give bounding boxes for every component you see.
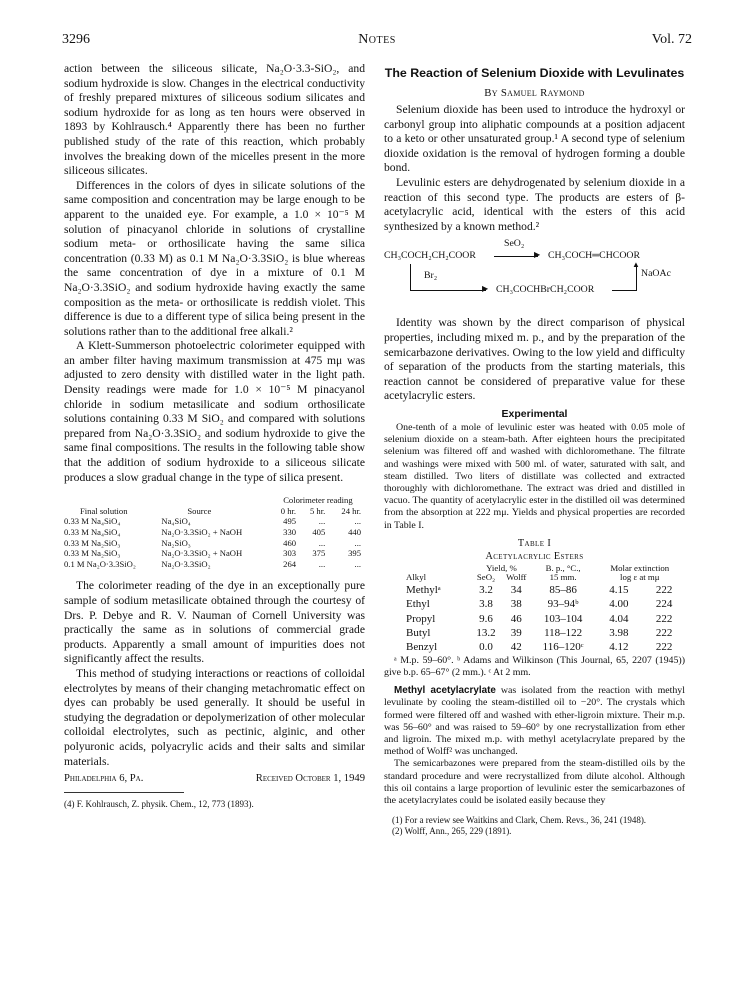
cell: 46 xyxy=(510,612,522,625)
cell: 0.33 M Na₂SiO₃ xyxy=(64,548,121,559)
col-header: 15 mm. xyxy=(549,572,577,583)
table-row xyxy=(64,559,365,570)
reaction-arrow xyxy=(636,266,637,291)
cell: 103–104 xyxy=(543,612,583,625)
paragraph: Differences in the colors of dyes in silicate solutions of the same composition and concentration may be large enough to be apparent to the unaided eye. For example, a 1.0 × 10⁻⁵ M solution of pinacyanol chloride in solutions of crystalline sodium meta- or orthosilicate having the same silica concentration (0.33 M) as 0.1 M Na₂O·3.3SiO₂ is blue whereas the same concentration of dye in a mixture of 0.1 M Na₂O·3.3SiO₂ and sodium hydroxide having exactly the same composition as the meta- or orthosilicate is reddish violet. This difference is due to a different type of silica being present in the solutions rather than to the additional free alkali.² xyxy=(64,178,365,338)
author-byline: By Samuel Raymond xyxy=(484,87,585,99)
cell: 3.98 xyxy=(609,626,629,639)
cell: 405 xyxy=(312,527,326,537)
table-row xyxy=(384,612,685,626)
cell: 330 xyxy=(283,527,297,537)
paragraph: Identity was shown by the direct comparison of physical properties, including mixed m. p., and by the preparation of the semicarbazone derivatives. Owing to the low yield and difficulty of separation of the products from the starting materials, this reaction cannot be considered of preparative value for these acetylacrylic esters. xyxy=(384,316,685,403)
cell: Methylᵃ xyxy=(406,583,441,596)
paragraph xyxy=(384,685,685,758)
paragraph: Selenium dioxide has been used to introduce the hydroxyl or carbonyl group into aliphatic compounds at a position adjacent to a keto or other unsaturated group.¹ A second type of selenium dioxide oxidation is the removal of hydrogen forming a double bond. xyxy=(384,103,685,175)
reagent-label: SeO₂ xyxy=(504,238,525,250)
esters-table xyxy=(384,564,685,655)
cell: Propyl xyxy=(406,612,436,625)
paragraph-body: was isolated from the reaction with methyl levulinate by cooling the steam-distilled oil to −20°. The crystals which formed were filtered off and washed with ether-ligroin mixture. Their m.p. was 56–60° and was raised to 59–60° by one recrystallization from ether and ligroin. The mixed m.p. with methyl acetylacrylate prepared by the method of Wolff² was unchanged. xyxy=(384,685,685,758)
cell: Ethyl xyxy=(406,598,430,611)
paragraph: This method of studying interactions or reactions of colloidal electrolytes by means of their changing metachromatic effect on dyes can probably be used generally. It should be useful in studying the degradation or depolymerization of other molecular colloidal electrolytes, such as pectinic, alginic, and other polyuronic acids, polyacrylic acids and their salts and similar materials. xyxy=(64,666,365,768)
left-column xyxy=(64,62,365,810)
volume-label: Vol. 72 xyxy=(651,32,692,47)
cell: 4.12 xyxy=(609,641,629,654)
cell: 13.2 xyxy=(476,626,496,639)
footnote: (1) For a review see Waitkins and Clark, Chem. Revs., 36, 241 (1948). xyxy=(392,815,647,826)
cell: Na₂O·3.3SiO₂ xyxy=(161,558,211,569)
col-header: 5 hr. xyxy=(309,505,326,516)
cell: 222 xyxy=(655,612,673,625)
table-group-header: Colorimeter reading xyxy=(283,495,353,506)
col-header: Final solution xyxy=(80,505,128,516)
cell: 0.33 M Na₄SiO₄ xyxy=(64,527,121,537)
col-header: 24 hr. xyxy=(341,505,361,516)
table-row xyxy=(64,516,365,527)
paragraph: Levulinic esters are dehydrogenated by selenium dioxide in a reaction of this second type. The products are esters of β-acetylacrylic acid, identical with the esters of this acid synthesized by a known method.² xyxy=(384,175,685,233)
cell: 39 xyxy=(510,626,522,639)
col-header: B. p., °C., xyxy=(545,562,581,573)
cell: ... xyxy=(354,516,361,527)
product-formula: CH₃COCH═CHCOOR xyxy=(548,250,641,262)
table-row xyxy=(64,548,365,559)
cell: 3.2 xyxy=(479,583,493,596)
col-header: Wolff xyxy=(506,572,527,583)
intermediate-formula: CH₃COCHBrCH₂COOR xyxy=(496,284,595,296)
cell: 303 xyxy=(283,548,297,559)
table-row xyxy=(384,640,685,654)
cell: 440 xyxy=(348,527,361,537)
cell: 93–94ᵇ xyxy=(547,598,579,611)
reaction-arrow xyxy=(494,256,538,257)
table-row xyxy=(384,597,685,611)
col-header: log ε at mμ xyxy=(620,572,660,583)
cell: ... xyxy=(318,558,326,569)
cell: ... xyxy=(318,516,326,527)
running-head: Notes xyxy=(358,32,396,47)
cell: ... xyxy=(318,537,326,548)
arrow-up-icon: ▲ xyxy=(632,260,640,270)
reaction-arrow xyxy=(410,290,486,291)
cell: 0.33 M Na₂SiO₃ xyxy=(64,537,121,548)
cell: 38 xyxy=(510,598,522,611)
reaction-scheme xyxy=(384,238,685,310)
cell: 222 xyxy=(655,641,673,654)
cell: 85–86 xyxy=(549,583,577,596)
cell: Na₂SiO₃ xyxy=(161,537,191,548)
table-row xyxy=(384,626,685,640)
page-number: 3296 xyxy=(62,32,90,47)
cell: ... xyxy=(354,537,361,548)
cell: 0.1 M Na₂O·3.3SiO₂ xyxy=(64,558,136,569)
cell: 395 xyxy=(348,548,361,559)
cell: ... xyxy=(354,558,361,569)
cell: 4.04 xyxy=(609,612,629,625)
received-date: Received October 1, 1949 xyxy=(255,773,365,785)
page-header xyxy=(62,32,692,48)
cell: 34 xyxy=(510,583,522,596)
paragraph: The semicarbazones were prepared from the steam-distilled oils by the standard procedure and were recrystallized from dilute alcohol. Although this oil contains a large proportion of levulinic ester the semicarbazones of the acetylacrylates could be isolated easily because they xyxy=(384,758,685,806)
cell: 116–120ᶜ xyxy=(542,641,584,654)
cell: 460 xyxy=(283,537,297,548)
arrow-head-icon: ▶ xyxy=(482,284,489,294)
reaction-arrow xyxy=(410,264,411,290)
cell: 9.6 xyxy=(479,612,493,625)
arrow-head-icon: ▶ xyxy=(534,250,541,260)
footnote: (4) F. Kohlrausch, Z. physik. Chem., 12, 773 (1893). xyxy=(64,799,254,810)
col-header: 0 hr. xyxy=(280,505,297,516)
table-title: Acetylacrylic Esters xyxy=(485,550,584,562)
table-row xyxy=(384,583,685,597)
table-caption: Table I xyxy=(517,537,552,549)
footnote: (2) Wolff, Ann., 265, 229 (1891). xyxy=(392,826,512,837)
cell: 0.33 M Na₄SiO₄ xyxy=(64,516,121,527)
col-header: Yield, % xyxy=(486,562,517,573)
cell: 0.0 xyxy=(479,641,493,654)
cell: 118–122 xyxy=(544,626,583,639)
table-row xyxy=(64,538,365,549)
signature-line xyxy=(64,773,365,784)
right-column xyxy=(384,62,685,837)
col-header: Alkyl xyxy=(406,572,427,583)
paragraph-lead: Methyl acetylacrylate xyxy=(394,685,496,697)
reaction-arrow xyxy=(612,290,636,291)
section-heading: Experimental xyxy=(501,407,568,420)
reagent-label: NaOAc xyxy=(641,268,671,280)
cell: 3.8 xyxy=(479,598,493,611)
cell: 264 xyxy=(283,558,297,569)
paragraph: action between the siliceous silicate, Na₂O·3.3-SiO₂, and sodium hydroxide is slow. Changes in the electrical conductivity of freshly prepared mixtures of siliceous sodium silicates and sodium hydroxide for as long as ten hours were observed in 1893 by Kohlrausch.⁴ Apparently there has been no further published study of the rate of this reaction, which probably involves the breaking down of the micelles present in the more siliceous silicates. xyxy=(64,62,365,178)
footnote-rule xyxy=(64,792,184,793)
cell: 222 xyxy=(655,583,673,596)
cell: Na₄SiO₄ xyxy=(161,516,191,527)
cell: Benzyl xyxy=(406,641,438,654)
cell: Butyl xyxy=(406,626,431,639)
cell: Na₂O·3.3SiO₂ + NaOH xyxy=(161,527,243,537)
reactant-formula: CH₃COCH₂CH₂COOR xyxy=(384,250,476,262)
cell: 375 xyxy=(312,548,326,559)
col-header: SeO₂ xyxy=(476,572,496,583)
table-row xyxy=(64,527,365,538)
cell: 4.15 xyxy=(609,583,629,596)
colorimeter-table xyxy=(64,495,365,569)
paragraph: A Klett-Summerson photoelectric colorimeter equipped with an amber filter having maximum transmission at 475 mμ was adjusted to zero density with distilled water in the light path. Density readings were made for 1.0 × 10⁻⁵ M pinacyanol chloride in sodium metasilicate and sodium orthosilicate solutions containing 0.33 M SiO₂ and compared with solutions prepared from Na₂O·3.3SiO₂ and sodium hydroxide to give the same final compositions. The results in the following table show that the addition of sodium hydroxide to a siliceous silicate produces a slow gradual change in the type of silica present. xyxy=(64,339,365,484)
cell: Na₂O·3.3SiO₂ + NaOH xyxy=(161,548,243,559)
paragraph: The colorimeter reading of the dye in an exceptionally pure sample of sodium metasilicate obtained through the courtesy of Drs. P. Debye and R. V. Nauman of Cornell University was practically the same as in solutions of commercial grade products. Apparently a small amount of impurities does not significantly affect the results. xyxy=(64,579,365,666)
table-notes: ᵃ M.p. 59–60°. ᵇ Adams and Wilkinson (This Journal, 65, 2207 (1945)) give b.p. 65–67° (2 mm.). ᶜ At 2 mm. xyxy=(384,654,685,678)
affiliation-city: Philadelphia 6, Pa. xyxy=(64,773,144,785)
cell: 4.00 xyxy=(609,598,629,611)
cell: 222 xyxy=(655,626,673,639)
col-header: Molar extinction xyxy=(610,562,670,573)
article-title: The Reaction of Selenium Dioxide with Levulinates xyxy=(384,66,685,80)
reagent-label: Br₂ xyxy=(424,270,438,282)
col-header: Source xyxy=(187,505,212,516)
cell: 495 xyxy=(283,516,297,527)
cell: 224 xyxy=(655,598,673,611)
paragraph: One-tenth of a mole of levulinic ester was heated with 0.05 mole of selenium dioxide on a steam-bath. After eighteen hours the precipitated selenium was filtered off and washed with dichloromethane. The filtrate and washings were mixed with 500 ml. of water, saturated with salt, and steam distilled. Two liters of distillate was collected and extracted thoroughly with dichloromethane. The extract was dried and distilled in vacuo. The quantity of acetylacrylic ester in the distilled oil was determined from the absorption at 222 mμ. Yields and physical properties are recorded in Table I. xyxy=(384,421,685,531)
cell: 42 xyxy=(510,641,522,654)
